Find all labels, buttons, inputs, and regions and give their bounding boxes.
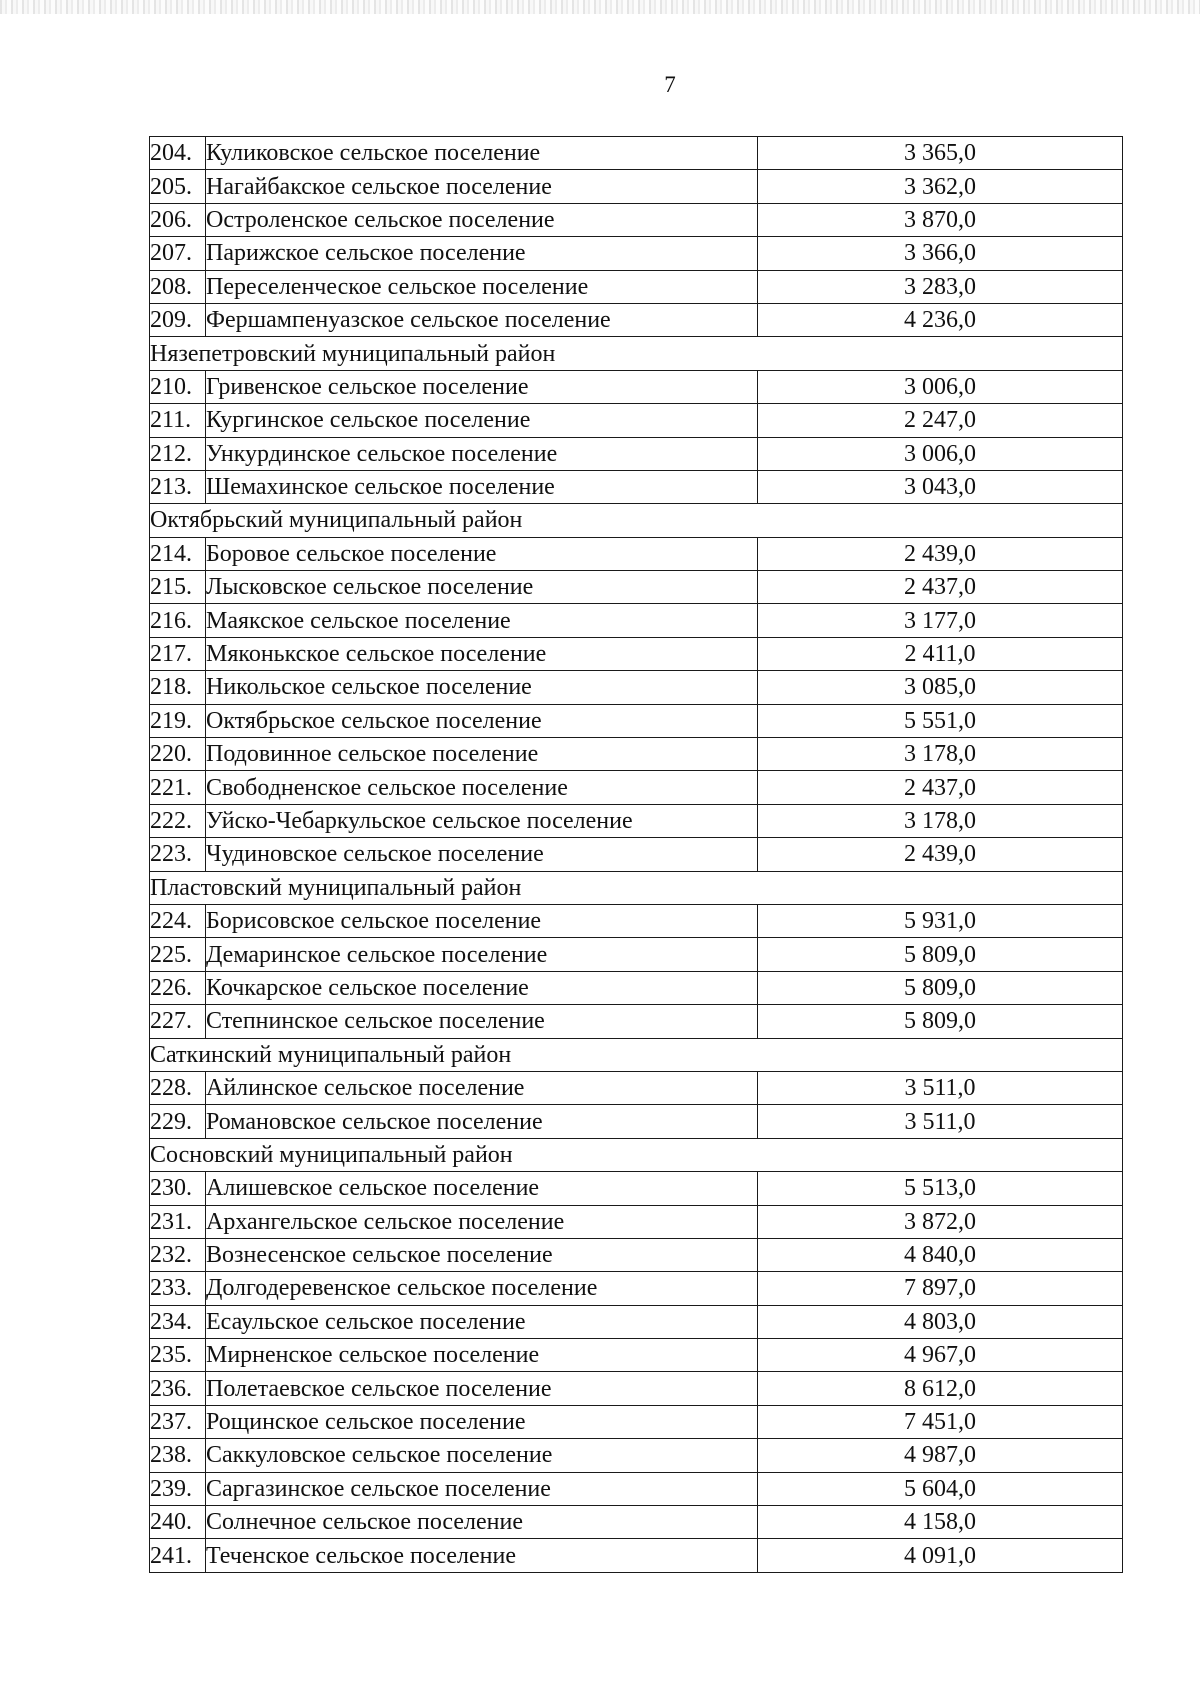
- table-row: [150, 904, 1123, 937]
- amount-value: 3 178,0: [758, 804, 1123, 837]
- settlement-name: Кургинское сельское поселение: [206, 404, 758, 437]
- row-number: 211.: [150, 404, 206, 437]
- row-number: 204.: [150, 137, 206, 170]
- row-number: 228.: [150, 1071, 206, 1104]
- settlement-name: Чудиновское сельское поселение: [206, 838, 758, 871]
- settlement-name: Демаринское сельское поселение: [206, 938, 758, 971]
- row-number: 239.: [150, 1472, 206, 1505]
- amount-value: 3 006,0: [758, 437, 1123, 470]
- table-row: [150, 170, 1123, 203]
- page-number: 7: [664, 72, 676, 97]
- table-row: [150, 738, 1123, 771]
- settlement-name: Шемахинское сельское поселение: [206, 470, 758, 503]
- row-number: 235.: [150, 1339, 206, 1372]
- amount-value: 4 158,0: [758, 1506, 1123, 1539]
- settlement-name: Уйско-Чебаркульское сельское поселение: [206, 804, 758, 837]
- table-row: [150, 1272, 1123, 1305]
- district-name: Октябрьский муниципальный район: [150, 504, 1123, 537]
- amount-value: 8 612,0: [758, 1372, 1123, 1405]
- settlement-name: Степнинское сельское поселение: [206, 1005, 758, 1038]
- amount-value: 3 872,0: [758, 1205, 1123, 1238]
- table-row: [150, 137, 1123, 170]
- amount-value: 3 365,0: [758, 137, 1123, 170]
- settlement-name: Есаульское сельское поселение: [206, 1305, 758, 1338]
- district-name: Пластовский муниципальный район: [150, 871, 1123, 904]
- settlement-name: Мирненское сельское поселение: [206, 1339, 758, 1372]
- table-row: [150, 1238, 1123, 1271]
- row-number: 225.: [150, 938, 206, 971]
- amount-value: 3 511,0: [758, 1071, 1123, 1104]
- district-header-row: [150, 871, 1123, 904]
- settlement-name: Свободненское сельское поселение: [206, 771, 758, 804]
- row-number: 226.: [150, 971, 206, 1004]
- row-number: 215.: [150, 571, 206, 604]
- amount-value: 4 840,0: [758, 1238, 1123, 1271]
- table-row: [150, 1339, 1123, 1372]
- row-number: 218.: [150, 671, 206, 704]
- row-number: 232.: [150, 1238, 206, 1271]
- row-number: 240.: [150, 1506, 206, 1539]
- amount-value: 3 362,0: [758, 170, 1123, 203]
- row-number: 217.: [150, 637, 206, 670]
- table-row: [150, 771, 1123, 804]
- table-row: [150, 671, 1123, 704]
- settlement-name: Кочкарское сельское поселение: [206, 971, 758, 1004]
- row-number: 205.: [150, 170, 206, 203]
- row-number: 236.: [150, 1372, 206, 1405]
- district-header-row: [150, 1038, 1123, 1071]
- settlement-name: Куликовское сельское поселение: [206, 137, 758, 170]
- amount-value: 3 283,0: [758, 270, 1123, 303]
- table-row: [150, 270, 1123, 303]
- table-row: [150, 404, 1123, 437]
- amount-value: 3 366,0: [758, 237, 1123, 270]
- district-name: Сосновский муниципальный район: [150, 1138, 1123, 1171]
- settlement-name: Остроленское сельское поселение: [206, 203, 758, 236]
- settlement-name: Ункурдинское сельское поселение: [206, 437, 758, 470]
- settlement-name: Айлинское сельское поселение: [206, 1071, 758, 1104]
- settlement-name: Октябрьское сельское поселение: [206, 704, 758, 737]
- row-number: 219.: [150, 704, 206, 737]
- table-row: [150, 1506, 1123, 1539]
- table-row: [150, 1439, 1123, 1472]
- table-row: [150, 203, 1123, 236]
- amount-value: 5 809,0: [758, 938, 1123, 971]
- settlement-name: Саргазинское сельское поселение: [206, 1472, 758, 1505]
- settlement-name: Мяконькское сельское поселение: [206, 637, 758, 670]
- table-row: [150, 1205, 1123, 1238]
- row-number: 231.: [150, 1205, 206, 1238]
- settlement-name: Вознесенское сельское поселение: [206, 1238, 758, 1271]
- amount-value: 5 551,0: [758, 704, 1123, 737]
- row-number: 220.: [150, 738, 206, 771]
- settlement-name: Теченское сельское поселение: [206, 1539, 758, 1572]
- settlement-name: Долгодеревенское сельское поселение: [206, 1272, 758, 1305]
- amount-value: 2 439,0: [758, 537, 1123, 570]
- district-name: Нязепетровский муниципальный район: [150, 337, 1123, 370]
- amount-value: 2 437,0: [758, 571, 1123, 604]
- amount-value: 4 803,0: [758, 1305, 1123, 1338]
- row-number: 230.: [150, 1172, 206, 1205]
- table-row: [150, 571, 1123, 604]
- row-number: 208.: [150, 270, 206, 303]
- table-row: [150, 1305, 1123, 1338]
- table-row: [150, 938, 1123, 971]
- row-number: 241.: [150, 1539, 206, 1572]
- row-number: 227.: [150, 1005, 206, 1038]
- settlement-name: Никольское сельское поселение: [206, 671, 758, 704]
- row-number: 229.: [150, 1105, 206, 1138]
- table-row: [150, 637, 1123, 670]
- row-number: 238.: [150, 1439, 206, 1472]
- row-number: 210.: [150, 370, 206, 403]
- settlement-name: Маякское сельское поселение: [206, 604, 758, 637]
- table-row: [150, 1472, 1123, 1505]
- amount-value: 4 987,0: [758, 1439, 1123, 1472]
- settlement-name: Алишевское сельское поселение: [206, 1172, 758, 1205]
- amount-value: 3 085,0: [758, 671, 1123, 704]
- amount-value: 5 513,0: [758, 1172, 1123, 1205]
- settlements-table: [149, 136, 1123, 1573]
- scan-edge-artifact: [0, 0, 1200, 14]
- table-row: [150, 1005, 1123, 1038]
- amount-value: 5 604,0: [758, 1472, 1123, 1505]
- row-number: 224.: [150, 904, 206, 937]
- amount-value: 7 897,0: [758, 1272, 1123, 1305]
- amount-value: 3 870,0: [758, 203, 1123, 236]
- amount-value: 3 006,0: [758, 370, 1123, 403]
- table-row: [150, 370, 1123, 403]
- table-row: [150, 704, 1123, 737]
- amount-value: 4 967,0: [758, 1339, 1123, 1372]
- table-row: [150, 537, 1123, 570]
- row-number: 209.: [150, 303, 206, 336]
- amount-value: 4 091,0: [758, 1539, 1123, 1572]
- amount-value: 7 451,0: [758, 1405, 1123, 1438]
- row-number: 233.: [150, 1272, 206, 1305]
- settlement-name: Нагайбакское сельское поселение: [206, 170, 758, 203]
- settlement-name: Лысковское сельское поселение: [206, 571, 758, 604]
- row-number: 234.: [150, 1305, 206, 1338]
- amount-value: 2 247,0: [758, 404, 1123, 437]
- settlement-name: Романовское сельское поселение: [206, 1105, 758, 1138]
- table-row: [150, 804, 1123, 837]
- district-name: Саткинский муниципальный район: [150, 1038, 1123, 1071]
- row-number: 221.: [150, 771, 206, 804]
- table-row: [150, 1405, 1123, 1438]
- settlement-name: Боровое сельское поселение: [206, 537, 758, 570]
- table-row: [150, 1372, 1123, 1405]
- amount-value: 3 178,0: [758, 738, 1123, 771]
- table-row: [150, 237, 1123, 270]
- settlement-name: Фершампенуазское сельское поселение: [206, 303, 758, 336]
- settlement-name: Гривенское сельское поселение: [206, 370, 758, 403]
- amount-value: 2 437,0: [758, 771, 1123, 804]
- settlement-name: Рощинское сельское поселение: [206, 1405, 758, 1438]
- table-row: [150, 1539, 1123, 1572]
- table-row: [150, 1071, 1123, 1104]
- row-number: 237.: [150, 1405, 206, 1438]
- amount-value: 4 236,0: [758, 303, 1123, 336]
- row-number: 212.: [150, 437, 206, 470]
- settlement-name: Парижское сельское поселение: [206, 237, 758, 270]
- row-number: 213.: [150, 470, 206, 503]
- table-row: [150, 971, 1123, 1004]
- settlement-name: Подовинное сельское поселение: [206, 738, 758, 771]
- district-header-row: [150, 1138, 1123, 1171]
- row-number: 214.: [150, 537, 206, 570]
- amount-value: 3 511,0: [758, 1105, 1123, 1138]
- table-row: [150, 470, 1123, 503]
- settlement-name: Полетаевское сельское поселение: [206, 1372, 758, 1405]
- amount-value: 2 439,0: [758, 838, 1123, 871]
- table-row: [150, 1172, 1123, 1205]
- district-header-row: [150, 337, 1123, 370]
- amount-value: 2 411,0: [758, 637, 1123, 670]
- row-number: 206.: [150, 203, 206, 236]
- row-number: 207.: [150, 237, 206, 270]
- table-row: [150, 604, 1123, 637]
- table-row: [150, 1105, 1123, 1138]
- table-row: [150, 437, 1123, 470]
- settlement-name: Солнечное сельское поселение: [206, 1506, 758, 1539]
- row-number: 222.: [150, 804, 206, 837]
- settlement-name: Борисовское сельское поселение: [206, 904, 758, 937]
- district-header-row: [150, 504, 1123, 537]
- row-number: 216.: [150, 604, 206, 637]
- table-body: [150, 137, 1123, 1573]
- amount-value: 5 809,0: [758, 1005, 1123, 1038]
- amount-value: 5 809,0: [758, 971, 1123, 1004]
- settlement-name: Саккуловское сельское поселение: [206, 1439, 758, 1472]
- amount-value: 3 177,0: [758, 604, 1123, 637]
- table-row: [150, 303, 1123, 336]
- table-row: [150, 838, 1123, 871]
- amount-value: 3 043,0: [758, 470, 1123, 503]
- amount-value: 5 931,0: [758, 904, 1123, 937]
- row-number: 223.: [150, 838, 206, 871]
- settlement-name: Переселенческое сельское поселение: [206, 270, 758, 303]
- settlement-name: Архангельское сельское поселение: [206, 1205, 758, 1238]
